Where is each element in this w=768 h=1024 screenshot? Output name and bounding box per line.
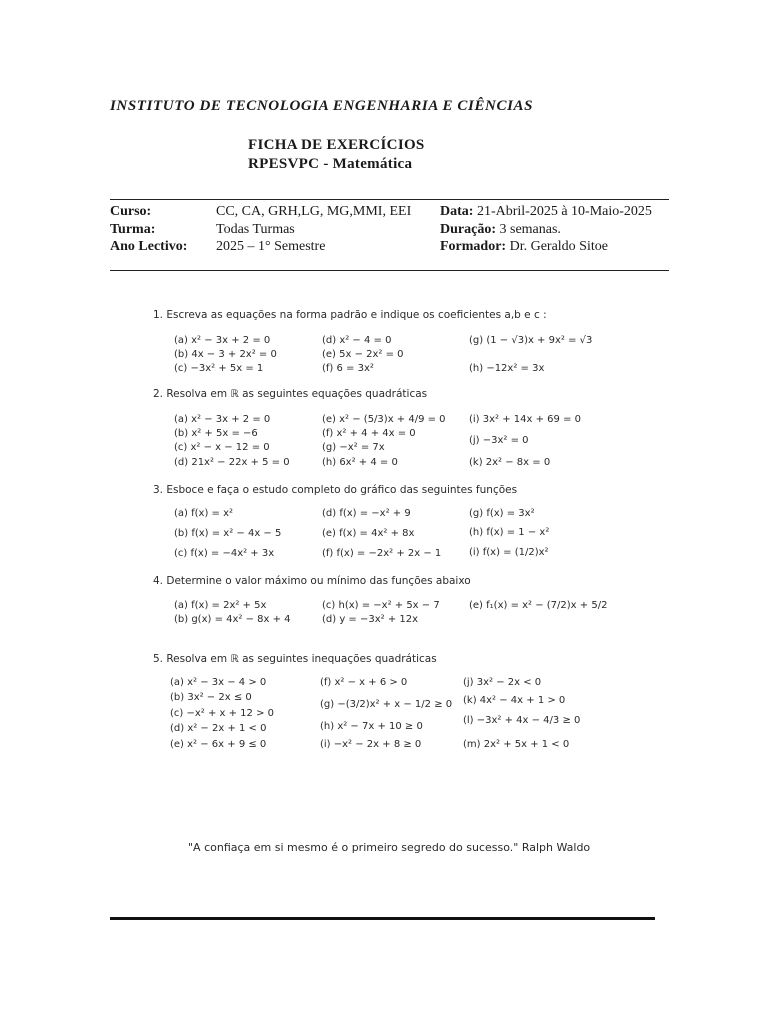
q1-item-d: (d) x² − 4 = 0: [322, 335, 392, 346]
q2-item-g: (g) −x² = 7x: [322, 442, 385, 453]
q3-item-h: (h) f(x) = 1 − x²: [469, 527, 550, 538]
q5-item-e: (e) x² − 6x + 9 ≤ 0: [170, 739, 267, 750]
curso-value: CC, CA, GRH,LG, MG,MMI, EEI: [216, 204, 412, 219]
q2-item-d: (d) 21x² − 22x + 5 = 0: [174, 457, 290, 468]
question-5-title: 5. Resolva em ℝ as seguintes inequações quadráticas: [153, 653, 437, 665]
q2-item-k: (k) 2x² − 8x = 0: [469, 457, 551, 468]
motivational-quote: "A confiaça em si mesmo é o primeiro segredo do sucesso." Ralph Waldo: [188, 841, 591, 854]
turma-value: Todas Turmas: [216, 221, 295, 237]
q1-item-c: (c) −3x² + 5x = 1: [174, 363, 264, 374]
sheet-heading: [248, 136, 425, 174]
q5-item-a: (a) x² − 3x − 4 > 0: [170, 677, 267, 688]
q2-item-c: (c) x² − x − 12 = 0: [174, 442, 270, 453]
q1-item-a: (a) x² − 3x + 2 = 0: [174, 335, 271, 346]
q5-item-c: (c) −x² + x + 12 > 0: [170, 708, 274, 719]
q1-item-b: (b) 4x − 3 + 2x² = 0: [174, 349, 277, 360]
curso-label: Curso:: [110, 204, 152, 219]
q4-item-a: (a) f(x) = 2x² + 5x: [174, 600, 267, 611]
q5-item-l: (l) −3x² + 4x − 4/3 ≥ 0: [463, 715, 581, 726]
q2-item-f: (f) x² + 4 + 4x = 0: [322, 428, 416, 439]
institution-title: INSTITUTO DE TECNOLOGIA ENGENHARIA E CIÊNCIAS: [110, 98, 534, 114]
data-value: 21-Abril-2025 à 10-Maio-2025: [476, 204, 652, 219]
formador-label: Formador:: [440, 239, 507, 254]
q1-item-e: (e) 5x − 2x² = 0: [322, 349, 404, 360]
q3-item-g: (g) f(x) = 3x²: [469, 508, 535, 519]
question-3-title: 3. Esboce e faça o estudo completo do gráfico das seguintes funções: [153, 484, 518, 496]
duracao-label: Duração:: [440, 221, 496, 237]
ano-value: 2025 – 1° Semestre: [216, 239, 326, 254]
header-top-rule: [110, 199, 669, 200]
subject-title: RPESVPC - Matemática: [248, 156, 413, 172]
sheet-title: FICHA DE EXERCÍCIOS: [248, 137, 425, 153]
q3-item-b: (b) f(x) = x² − 4x − 5: [174, 528, 282, 539]
q4-item-d: (d) y = −3x² + 12x: [322, 614, 419, 625]
info-labels-left: [110, 203, 187, 256]
q4-item-c: (c) h(x) = −x² + 5x − 7: [322, 600, 440, 611]
q5-item-d: (d) x² − 2x + 1 < 0: [170, 723, 267, 734]
q3-item-i: (i) f(x) = (1/2)x²: [469, 547, 549, 558]
q2-item-i: (i) 3x² + 14x + 69 = 0: [469, 414, 581, 425]
q5-item-m: (m) 2x² + 5x + 1 < 0: [463, 739, 570, 750]
q2-item-h: (h) 6x² + 4 = 0: [322, 457, 398, 468]
q2-item-b: (b) x² + 5x = −6: [174, 428, 258, 439]
q5-item-k: (k) 4x² − 4x + 1 > 0: [463, 695, 566, 706]
q1-item-f: (f) 6 = 3x²: [322, 363, 374, 374]
ano-label: Ano Lectivo:: [110, 239, 188, 254]
turma-label: Turma:: [110, 221, 156, 237]
header-bottom-rule: [110, 270, 669, 271]
duracao-value: 3 semanas.: [499, 221, 561, 237]
q3-item-c: (c) f(x) = −4x² + 3x: [174, 548, 275, 559]
question-1-title: 1. Escreva as equações na forma padrão e indique os coeficientes a,b e c :: [153, 309, 547, 321]
q2-item-e: (e) x² − (5/3)x + 4/9 = 0: [322, 414, 446, 425]
q2-item-a: (a) x² − 3x + 2 = 0: [174, 414, 271, 425]
q2-item-j: (j) −3x² = 0: [469, 435, 529, 446]
info-values-left: [216, 203, 411, 256]
question-2-title: 2. Resolva em ℝ as seguintes equações quadráticas: [153, 388, 428, 400]
q5-item-i: (i) −x² − 2x + 8 ≥ 0: [320, 739, 422, 750]
q3-item-d: (d) f(x) = −x² + 9: [322, 508, 411, 519]
q1-item-g: (g) (1 − √3)x + 9x² = √3: [469, 335, 593, 346]
data-label: Data:: [440, 204, 474, 219]
q5-item-f: (f) x² − x + 6 > 0: [320, 677, 408, 688]
q5-item-g: (g) −(3/2)x² + x − 1/2 ≥ 0: [320, 699, 453, 710]
q4-item-b: (b) g(x) = 4x² − 8x + 4: [174, 614, 291, 625]
footer-rule: [110, 917, 655, 920]
q3-item-e: (e) f(x) = 4x² + 8x: [322, 528, 415, 539]
q3-item-a: (a) f(x) = x²: [174, 508, 234, 519]
question-4-title: 4. Determine o valor máximo ou mínimo das funções abaixo: [153, 575, 471, 587]
q1-item-h: (h) −12x² = 3x: [469, 363, 545, 374]
formador-value: Dr. Geraldo Sitoe: [509, 239, 608, 254]
info-right: [440, 203, 652, 256]
q4-item-e: (e) f₁(x) = x² − (7/2)x + 5/2: [469, 600, 608, 611]
q5-item-b: (b) 3x² − 2x ≤ 0: [170, 692, 252, 703]
q5-item-h: (h) x² − 7x + 10 ≥ 0: [320, 721, 423, 732]
q3-item-f: (f) f(x) = −2x² + 2x − 1: [322, 548, 442, 559]
q5-item-j: (j) 3x² − 2x < 0: [463, 677, 542, 688]
